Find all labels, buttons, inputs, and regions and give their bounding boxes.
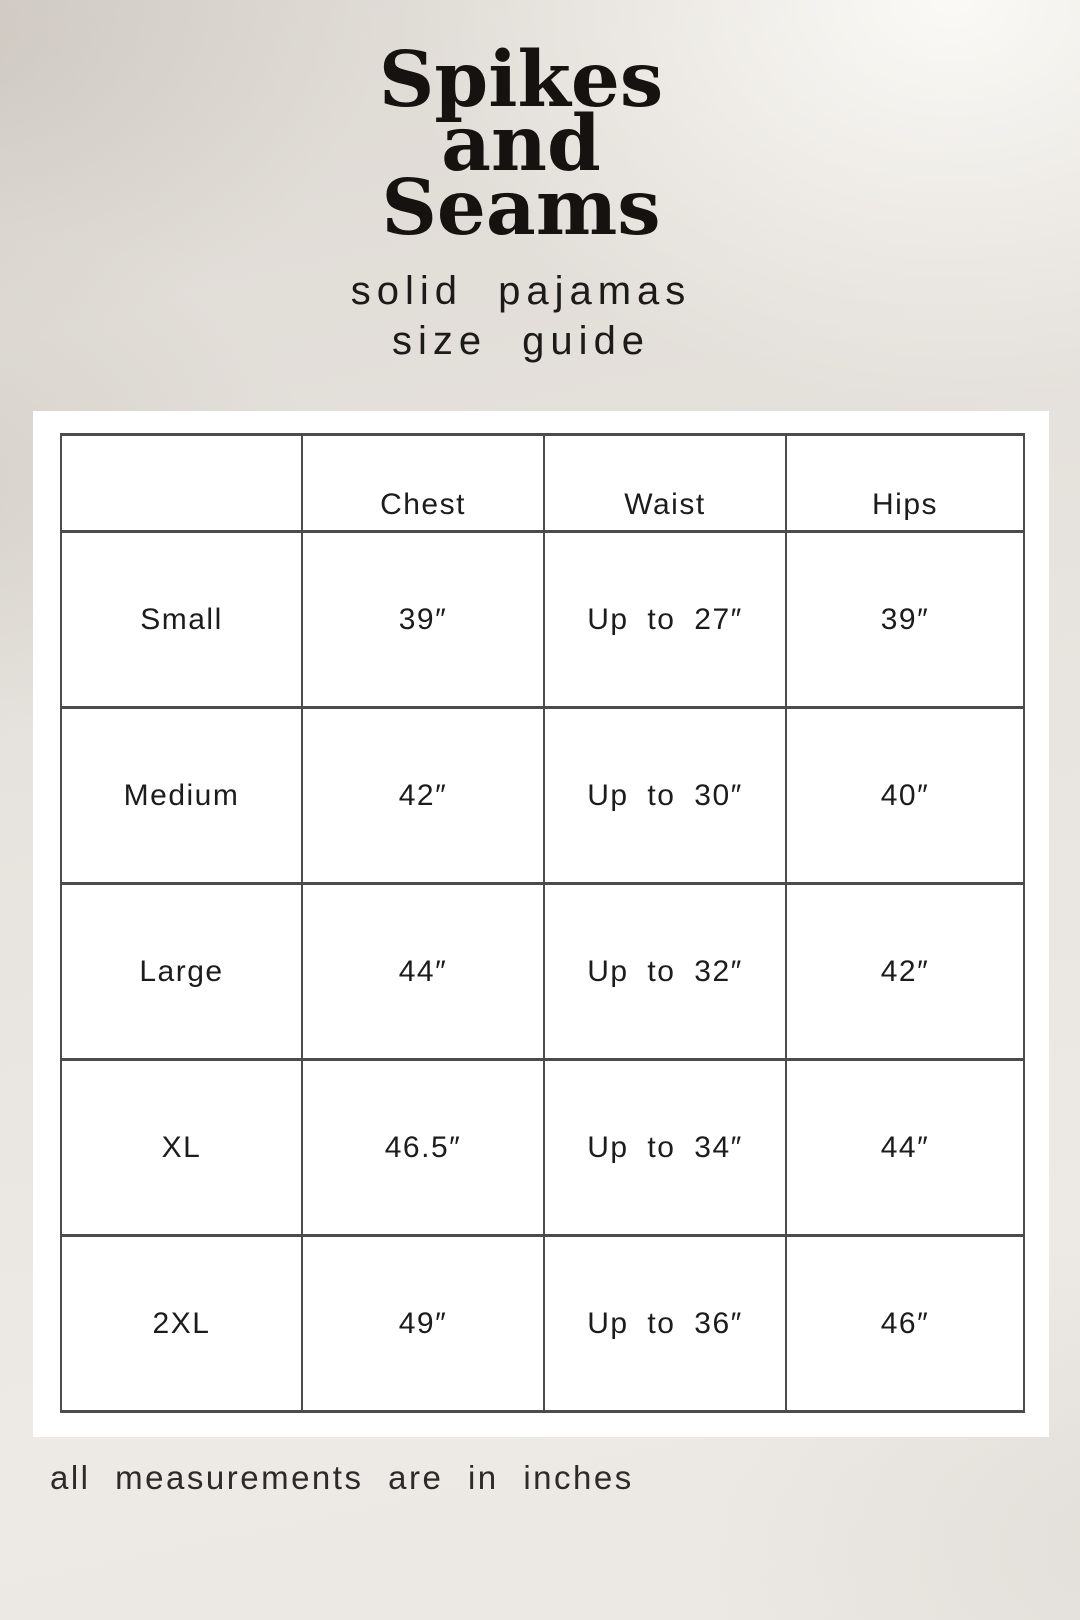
size-label: Medium — [61, 708, 302, 884]
hips-value: 44″ — [786, 1060, 1024, 1236]
size-label: XL — [61, 1060, 302, 1236]
size-label: Large — [61, 884, 302, 1060]
waist-value: Up to 30″ — [544, 708, 786, 884]
brand-line-1: Spikes — [378, 35, 664, 125]
table-row-medium — [61, 708, 1024, 884]
brand-logo — [0, 0, 1042, 253]
table-row-2xl — [61, 1236, 1024, 1412]
table-header-row — [61, 435, 1024, 532]
heading-block — [0, 0, 1042, 366]
chest-value: 39″ — [302, 532, 544, 708]
header-cell-size — [61, 435, 302, 532]
hips-value: 39″ — [786, 532, 1024, 708]
waist-value: Up to 32″ — [544, 884, 786, 1060]
page-title-line-1: solid pajamas — [350, 269, 692, 313]
page-title — [0, 266, 1042, 366]
waist-value: Up to 27″ — [544, 532, 786, 708]
size-guide-card — [33, 411, 1049, 1437]
header-cell-chest: Chest — [302, 435, 544, 532]
chest-value: 42″ — [302, 708, 544, 884]
table-row-xl — [61, 1060, 1024, 1236]
table-row-small — [61, 532, 1024, 708]
hips-value: 46″ — [786, 1236, 1024, 1412]
page-title-line-2: size guide — [391, 319, 651, 363]
size-label: Small — [61, 532, 302, 708]
brand-line-3: Seams — [381, 163, 661, 253]
header-cell-hips: Hips — [786, 435, 1024, 532]
table-row-large — [61, 884, 1024, 1060]
size-label: 2XL — [61, 1236, 302, 1412]
chest-value: 44″ — [302, 884, 544, 1060]
chest-value: 49″ — [302, 1236, 544, 1412]
waist-value: Up to 36″ — [544, 1236, 786, 1412]
brand-line-2: and — [441, 99, 601, 189]
hips-value: 42″ — [786, 884, 1024, 1060]
hips-value: 40″ — [786, 708, 1024, 884]
header-cell-waist: Waist — [544, 435, 786, 532]
size-table — [60, 433, 1025, 1413]
measurements-footnote: all measurements are in inches — [50, 1459, 634, 1496]
chest-value: 46.5″ — [302, 1060, 544, 1236]
waist-value: Up to 34″ — [544, 1060, 786, 1236]
